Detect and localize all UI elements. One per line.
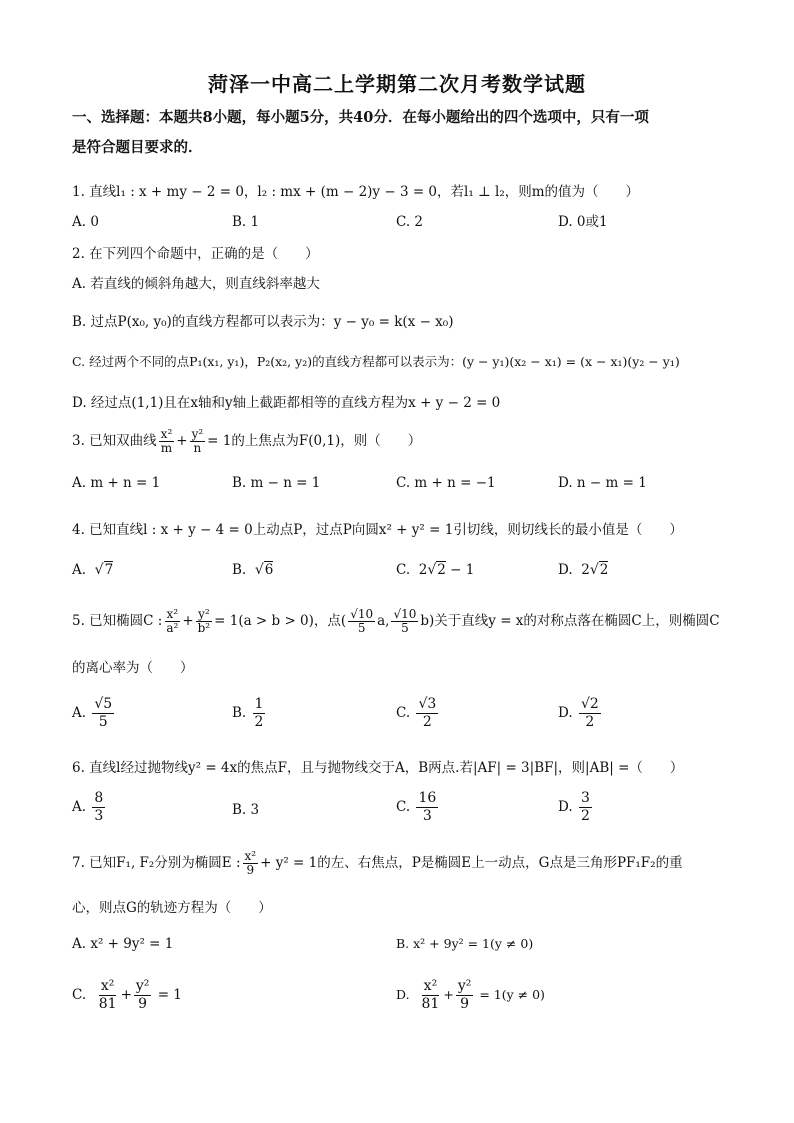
q7-stem xyxy=(72,850,683,877)
q4-option-c-coef: 2 xyxy=(418,562,428,578)
q4-option-b-value: 6 xyxy=(264,562,274,578)
q7-c-plus: + xyxy=(120,987,132,1003)
q5-option-b xyxy=(232,696,267,731)
q7-f-num: x² xyxy=(244,849,257,863)
q5-p1-num: √10 xyxy=(350,607,374,621)
q3-fraction-y xyxy=(190,428,206,455)
q5-stem-line-2: 的离心率为（ ） xyxy=(72,660,194,676)
q6-option-b: B. 3 xyxy=(232,802,260,818)
q7-d-f2-num: y² xyxy=(457,978,472,994)
q5-option-d xyxy=(558,696,603,731)
q5-option-c xyxy=(396,696,440,731)
q6-option-a-num: 8 xyxy=(94,790,104,806)
q7-stem-text: 7. 已知F₁, F₂分别为椭圆E : xyxy=(72,855,241,871)
q1-option-d: D. 0或1 xyxy=(558,214,608,230)
q6-option-d-label: D. xyxy=(558,799,573,815)
q3-frac1-den: m xyxy=(160,441,173,455)
q5-point-y xyxy=(391,608,418,635)
q5-option-a-den: 5 xyxy=(98,714,108,730)
q4-option-d: D. 2√2 xyxy=(558,562,609,578)
q1-option-a: A. 0 xyxy=(72,214,99,230)
page-title: 菏泽一中高二上学期第二次月考数学试题 xyxy=(208,72,586,96)
q3-stem-text: 3. 已知双曲线 xyxy=(72,433,157,449)
q2-option-c: C. 经过两个不同的点P₁(x₁, y₁)，P₂(x₂, y₂)的直线方程都可以表示为：(y − y₁)(x₂ − x₁) = (x − x₁)(y₂ − y₁) xyxy=(72,354,680,369)
q4-option-b: B. √6 xyxy=(232,562,274,578)
q3-frac2-den: n xyxy=(193,441,202,455)
q7-option-a: A. x² + 9y² = 1 xyxy=(72,936,174,952)
q7-d-tail: = 1(y ≠ 0) xyxy=(479,987,545,1002)
q2-option-d: D. 经过点(1,1)且在x轴和y轴上截距都相等的直线方程为x + y − 2 = 0 xyxy=(72,395,501,411)
q5-f1-den: a² xyxy=(166,621,179,635)
q7-option-c-label: C. xyxy=(72,987,87,1003)
q5-option-d-label: D. xyxy=(558,705,573,721)
q7-option-b: B. x² + 9y² = 1(y ≠ 0) xyxy=(396,936,534,951)
section-line-1: 一、选择题：本题共8小题，每小题5分，共40分．在每小题给出的四个选项中，只有一项 xyxy=(72,109,649,126)
q6-stem: 6. 直线l经过抛物线y² = 4x的焦点F，且与抛物线交于A，B两点.若|AF| = 3|BF|，则|AB| =（ ） xyxy=(72,760,684,776)
q3-option-d: D. n − m = 1 xyxy=(558,475,647,491)
q4-option-d-rad: 2 xyxy=(599,562,609,578)
q2-stem: 2. 在下列四个命题中，正确的是（ ） xyxy=(72,246,319,262)
q7-c-f1-den: 81 xyxy=(98,996,117,1012)
q3-frac1-num: x² xyxy=(160,427,173,441)
q5-f2-num: y² xyxy=(198,607,210,621)
q6-option-c xyxy=(396,790,440,825)
q4-stem: 4. 已知直线l : x + y − 4 = 0上动点P，过点P向圆x² + y² = 1引切线，则切线长的最小值是（ ） xyxy=(72,522,683,538)
q6-option-c-num: 16 xyxy=(418,790,437,806)
q3-option-a: A. m + n = 1 xyxy=(72,475,161,491)
q3-stem xyxy=(72,428,421,455)
q5-stem-mid: = 1(a > b > 0)，点( xyxy=(214,613,347,629)
q5-f1-num: x² xyxy=(166,607,179,621)
q5-stem-tail: b)关于直线y = x的对称点落在椭圆C上，则椭圆C xyxy=(420,613,720,629)
q5-plus: + xyxy=(182,613,194,629)
q3-fraction-x xyxy=(159,428,175,455)
q5-option-c-den: 2 xyxy=(422,714,432,730)
q1-stem: 1. 直线l₁ : x + my − 2 = 0，l₂ : mx + (m − 2)y − 3 = 0，若l₁ ⊥ l₂，则m的值为（ ） xyxy=(72,184,640,200)
q5-p1-den: 5 xyxy=(357,621,366,635)
q4-option-a: A. √7 xyxy=(72,562,114,578)
q5-p2-num: √10 xyxy=(393,607,417,621)
q3-plus: + xyxy=(176,433,188,449)
q5-comma: a, xyxy=(377,613,390,629)
q4-option-c-tail: − 1 xyxy=(450,562,475,578)
section-instructions xyxy=(72,103,732,163)
q5-option-b-num: 1 xyxy=(254,696,264,712)
q6-option-c-label: C. xyxy=(396,799,411,815)
q7-d-f2-den: 9 xyxy=(460,996,470,1012)
q5-option-c-label: C. xyxy=(396,705,411,721)
q1-option-c: C. 2 xyxy=(396,214,424,230)
q7-c-tail: = 1 xyxy=(157,987,182,1003)
q4-option-b-label: B. xyxy=(232,562,247,578)
q6-option-a xyxy=(72,790,107,825)
q5-fraction-y xyxy=(196,608,213,635)
q4-option-d-label: D. xyxy=(558,562,573,578)
q7-c-f2-den: 9 xyxy=(138,996,148,1012)
q4-option-c: C. 2√2 − 1 xyxy=(396,562,475,578)
q5-option-b-label: B. xyxy=(232,705,247,721)
q5-option-d-num: √2 xyxy=(580,696,599,712)
q6-option-d-num: 3 xyxy=(580,790,590,806)
q5-option-c-num: √3 xyxy=(418,696,437,712)
q4-option-a-label: A. xyxy=(72,562,87,578)
q7-f-den: 9 xyxy=(246,863,255,877)
q6-option-a-label: A. xyxy=(72,799,87,815)
q5-option-a-label: A. xyxy=(72,705,87,721)
q5-option-b-den: 2 xyxy=(254,714,264,730)
q7-fraction xyxy=(243,850,259,877)
q7-d-plus: + xyxy=(443,987,454,1002)
q7-d-f1-num: x² xyxy=(423,978,438,994)
q4-option-a-value: 7 xyxy=(104,562,114,578)
q7-option-c xyxy=(72,978,182,1013)
q6-option-a-den: 3 xyxy=(94,808,104,824)
q5-stem xyxy=(72,608,720,635)
q7-stem-tail: + y² = 1的左、右焦点，P是椭圆E上一动点，G点是三角形PF₁F₂的重 xyxy=(260,855,683,871)
q7-option-d-label: D. xyxy=(396,987,410,1002)
q4-option-c-rad: 2 xyxy=(437,562,446,578)
q4-option-d-coef: 2 xyxy=(581,562,590,578)
q3-stem-tail: = 1的上焦点为F(0,1)，则（ ） xyxy=(207,433,422,449)
q4-option-c-label: C. xyxy=(396,562,411,578)
q7-option-d xyxy=(396,978,545,1013)
q5-point-x xyxy=(348,608,375,635)
q5-option-d-den: 2 xyxy=(585,714,595,730)
q7-c-f1-num: x² xyxy=(100,978,115,994)
q2-option-a: A. 若直线的倾斜角越大，则直线斜率越大 xyxy=(72,276,320,292)
q1-option-b: B. 1 xyxy=(232,214,260,230)
q3-option-b: B. m − n = 1 xyxy=(232,475,321,491)
q7-c-f2-num: y² xyxy=(135,978,150,994)
q3-frac2-num: y² xyxy=(191,427,204,441)
q5-f2-den: b² xyxy=(197,621,211,635)
q3-option-c: C. m + n = −1 xyxy=(396,475,496,491)
q6-option-d xyxy=(558,790,594,825)
q7-stem-line-2: 心，则点G的轨迹方程为（ ） xyxy=(72,900,272,916)
q5-stem-text: 5. 已知椭圆C : xyxy=(72,613,163,629)
q2-option-b: B. 过点P(x₀, y₀)的直线方程都可以表示为：y − y₀ = k(x − x₀) xyxy=(72,314,454,330)
q5-p2-den: 5 xyxy=(401,621,409,635)
q5-fraction-x xyxy=(164,608,180,635)
q5-option-a xyxy=(72,696,116,731)
q6-option-d-den: 2 xyxy=(580,808,590,824)
q5-option-a-num: √5 xyxy=(94,696,113,712)
q6-option-c-den: 3 xyxy=(422,808,432,824)
section-line-2: 是符合题目要求的． xyxy=(72,139,203,156)
q7-d-f1-den: 81 xyxy=(421,996,440,1012)
